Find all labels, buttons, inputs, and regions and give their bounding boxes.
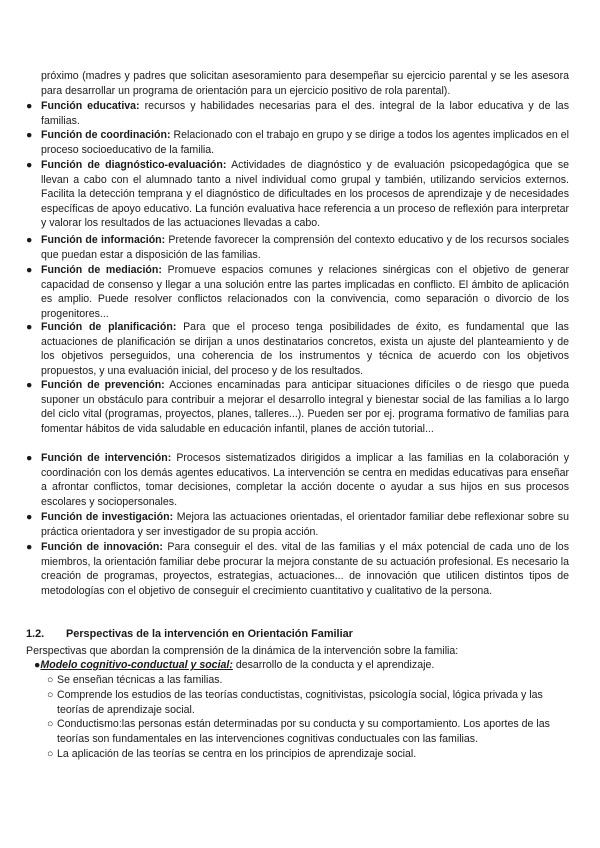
section-title: Perspectivas de la intervención en Orientación Familiar (66, 628, 353, 640)
sub-list-text: Comprende los estudios de las teorías conductistas, cognitivistas, psicología social, lógica privada y las teorías de aprendizaje social. (57, 689, 543, 716)
model-item (34, 658, 569, 672)
function-text: Mejora las actuaciones orientadas, el orientador familiar debe reflexionar sobre su práctica orientadora y ser investigador de su propia acción. (41, 511, 569, 538)
list-item-funcion-mediacion (26, 263, 569, 321)
section-number: 1.2. (26, 628, 45, 640)
circle-bullet-icon: ○ (47, 748, 54, 760)
function-title: Función de planificación: (41, 321, 177, 333)
list-item-funcion-informacion (26, 233, 569, 262)
sub-list-item (47, 747, 569, 762)
bullet-icon: ● (26, 234, 33, 246)
list-item-funcion-investigacion (26, 510, 569, 539)
bullet-icon: ● (26, 511, 33, 523)
bullet-icon: ● (26, 129, 33, 141)
circle-bullet-icon: ○ (47, 689, 54, 701)
function-title: Función de información: (41, 234, 166, 246)
function-text: Acciones encaminadas para anticipar situaciones difíciles o de riesgo que pueda suponer un obstáculo para contribuir a mejorar el desarrollo integral y bienestar social de las familias a lo largo del ciclo vital (programas, proyectos, planes, talleres...). Pueden ser por ej. programa formativo de familias para fomentar hábitos de vida saludable en educación infantil, planes de acción tutorial... (41, 379, 569, 435)
bullet-icon: ● (26, 379, 33, 391)
sub-list-text: La aplicación de las teorías se centra en los principios de aprendizaje social. (57, 748, 417, 760)
function-title: Función de coordinación: (41, 129, 171, 141)
list-item-funcion-planificacion (26, 320, 569, 378)
function-text: Para conseguir el des. vital de las familias y el máx potencial de cada uno de los miembros, la orientación familiar debe procurar la mejora constante de su actuación profesional. Es necesario la creación de programas, proyectos, estrategias, actuaciones... de innovación que utilicen distintos tipos de metodologías con el objetivo de conseguir el crecimiento cuantitativo y cualitativo de la persona. (41, 541, 569, 597)
function-text: Relacionado con el trabajo en grupo y se dirige a todos los agentes implicados en el proceso socioeducativo de la familia. (41, 129, 569, 156)
function-text: Procesos sistematizados dirigidos a implicar a las familias en la colaboración y coordinación con los demás agentes educativos. La intervención se centra en medidas educativas para enseñar a afrontar conflictos, tomar decisiones, completar la acción docente o ayudar a sus hijos en sus procesos escolares y sociopersonales. (41, 452, 569, 508)
function-text: recursos y habilidades necesarias para el des. integral de la labor educativa y de las familias. (41, 100, 569, 127)
section-heading (26, 627, 569, 641)
function-title: Función de innovación: (41, 541, 163, 553)
function-title: Función de mediación: (41, 264, 162, 276)
function-title: Función educativa: (41, 100, 140, 112)
sub-list-item (47, 688, 569, 717)
list-item-funcion-prevencion (26, 378, 569, 436)
function-title: Función de diagnóstico-evaluación: (41, 159, 227, 171)
bullet-icon: ● (26, 159, 33, 171)
list-item-funcion-innovacion (26, 540, 569, 598)
circle-bullet-icon: ○ (47, 718, 54, 730)
model-title: Modelo cognitivo-conductual y social: (40, 659, 233, 671)
bullet-icon: ● (34, 659, 41, 671)
sub-list-text: Conductismo:las personas están determinadas por su conducta y su comportamiento. Los aportes de las teorías son fundamentales en las intervenciones cognitivas conductuales con las familias. (57, 718, 550, 745)
list-item-funcion-educativa (26, 99, 569, 128)
list-item-funcion-diagnostico (26, 158, 569, 231)
bullet-icon: ● (26, 452, 33, 464)
function-title: Función de investigación: (41, 511, 174, 523)
bullet-icon: ● (26, 541, 33, 553)
bullet-icon: ● (26, 264, 33, 276)
sub-list-item (47, 673, 569, 688)
bullet-icon: ● (26, 100, 33, 112)
list-item-funcion-intervencion (26, 451, 569, 509)
function-text: Actividades de diagnóstico y de evaluación psicopedagógica que se llevan a cabo con el alumnado tanto a nivel individual como grupal y también, utilizando servicios externos. Facilita la detección temprana y el diagnóstico de dificultades en los procesos de aprendizaje y de necesidades específicas de apoyo educativo. La función evaluativa hace referencia a un proceso de reflexión para interpretar y valorar los resultados de las actuaciones llevadas a cabo. (41, 159, 570, 229)
bullet-icon: ● (26, 321, 33, 333)
function-title: Función de intervención: (41, 452, 172, 464)
function-title: Función de prevención: (41, 379, 165, 391)
function-text: Para que el proceso tenga posibilidades de éxito, es fundamental que las actuaciones de planificación se dirijan a unos destinatarios concretos, exista un ajuste del planteamiento y de los objetivos perseguidos, una coherencia de los instrumentos y técnica de acuerdo con los objetivos propuestos, y una evaluación inicial, del proceso y de los resultados. (41, 321, 569, 377)
model-text: desarrollo de la conducta y el aprendizaje. (235, 659, 435, 671)
function-text: Promueve espacios comunes y relaciones sinérgicas con el objetivo de generar capacidad de consenso y llegar a una solución entre las partes implicadas en conflicto. El ámbito de aplicación es amplio. Puede resolver conflictos relacionados con la convivencia, como separación o divorcio de los progenitores... (41, 264, 569, 320)
sub-list-text: Se enseñan técnicas a las familias. (57, 674, 223, 686)
continuation-paragraph: próximo (madres y padres que solicitan asesoramiento para desempeñar su ejercicio parental y se les asesora para desarrollar un programa de orientación para un ejercicio positivo de rola parental). (41, 70, 569, 97)
circle-bullet-icon: ○ (47, 674, 54, 686)
function-text: Pretende favorecer la comprensión del contexto educativo y de los recursos sociales que puedan estar a disposición de las familias. (41, 234, 570, 261)
list-item-funcion-coordinacion (26, 128, 569, 157)
sub-list-item (47, 717, 569, 746)
section-intro: Perspectivas que abordan la comprensión de la dinámica de la intervención sobre la familia: (26, 645, 459, 657)
